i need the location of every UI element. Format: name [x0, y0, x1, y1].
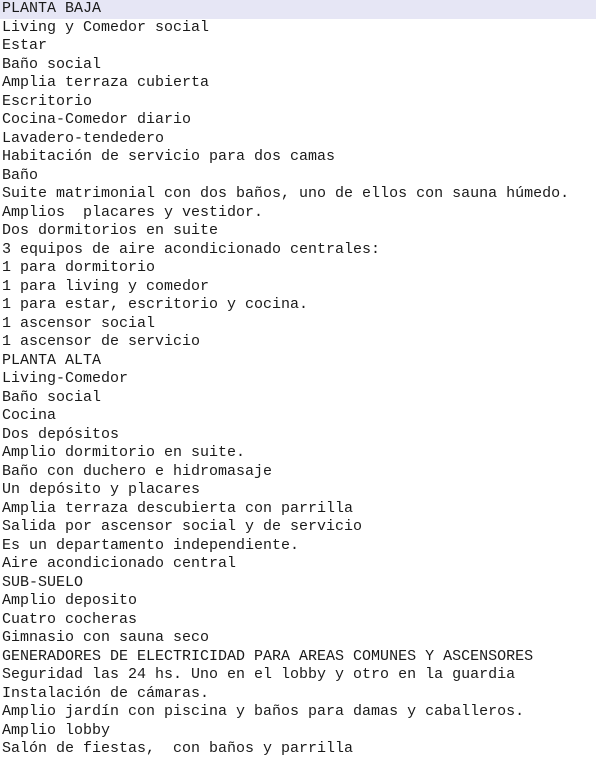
text-line: 1 ascensor de servicio	[2, 333, 201, 350]
text-line: Baño con duchero e hidromasaje	[2, 462, 273, 480]
text-line: Living y Comedor social	[2, 18, 210, 36]
text-line: 3 equipos de aire acondicionado centrales:	[2, 240, 381, 258]
text-line: Cuatro cocheras	[2, 610, 138, 628]
text-line: Salida por ascensor social y de servicio	[2, 518, 363, 535]
section-heading-generadores: GENERADORES DE ELECTRICIDAD PARA AREAS COMUNES Y ASCENSORES	[2, 647, 534, 665]
text-line: Habitación de servicio para dos camas	[2, 148, 336, 165]
text-line: Lavadero-tendedero	[2, 129, 165, 147]
section-heading-sub-suelo: SUB-SUELO	[2, 573, 84, 591]
text-line: Cocina	[2, 407, 57, 424]
text-line: 1 para living y comedor	[2, 277, 210, 295]
text-line: Amplio dormitorio en suite.	[2, 444, 246, 461]
text-line: Salón de fiestas, con baños y parrilla	[2, 740, 354, 757]
text-line: Escritorio	[2, 92, 93, 110]
text-line: Cocina-Comedor diario	[2, 111, 192, 128]
text-line: Es un departamento independiente.	[2, 536, 300, 554]
text-line: Amplia terraza descubierta con parrilla	[2, 499, 354, 517]
text-line: Gimnasio con sauna seco	[2, 629, 210, 646]
text-line: 1 para dormitorio	[2, 259, 156, 276]
text-line: Suite matrimonial con dos baños, uno de ellos con sauna húmedo.	[2, 185, 570, 202]
text-line: Baño social	[2, 55, 102, 73]
section-heading-planta-baja: PLANTA BAJA	[0, 0, 596, 19]
text-line: Amplio deposito	[2, 592, 138, 609]
text-line: 1 para estar, escritorio y cocina.	[2, 296, 309, 313]
text-line: Estar	[2, 37, 48, 54]
text-line: Seguridad las 24 hs. Uno en el lobby y otro en la guardia	[2, 666, 516, 683]
text-line: 1 ascensor social	[2, 314, 156, 332]
text-line: Baño social	[2, 388, 102, 406]
text-line: Living-Comedor	[2, 370, 129, 387]
text-line: Dos depósitos	[2, 425, 120, 443]
text-line: Amplia terraza cubierta	[2, 74, 210, 91]
section-heading-planta-alta: PLANTA ALTA	[2, 351, 102, 369]
text-line: Aire acondicionado central	[2, 555, 237, 572]
text-line: Amplios placares y vestidor.	[2, 203, 264, 221]
text-line: Amplio jardín con piscina y baños para damas y caballeros.	[2, 703, 525, 720]
text-line: Un depósito y placares	[2, 481, 201, 498]
text-line: Baño	[2, 166, 39, 184]
text-line: Dos dormitorios en suite	[2, 222, 219, 239]
text-line: Amplio lobby	[2, 721, 111, 739]
text-line: Instalación de cámaras.	[2, 684, 210, 702]
